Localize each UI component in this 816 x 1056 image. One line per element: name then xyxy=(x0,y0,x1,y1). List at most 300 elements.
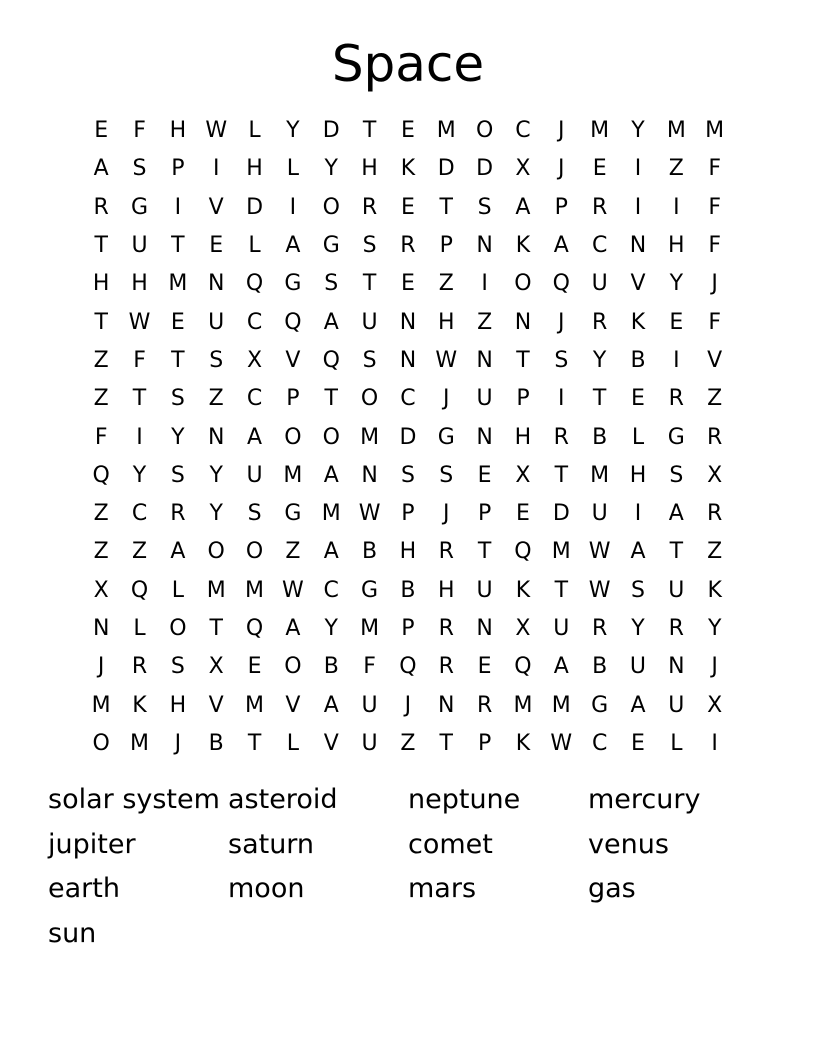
word-list-item: neptune xyxy=(408,784,521,815)
grid-letter: L xyxy=(670,730,683,756)
grid-letter: Z xyxy=(93,347,109,373)
grid-letter: Q xyxy=(552,271,570,297)
grid-letter: A xyxy=(323,539,339,565)
grid-letter: E xyxy=(94,118,109,144)
grid-letter: W xyxy=(282,577,304,603)
grid-letter: J xyxy=(174,730,182,756)
grid-letter: G xyxy=(284,271,302,297)
grid-letter: M xyxy=(590,462,610,488)
grid-letter: A xyxy=(323,462,339,488)
grid-letter: Z xyxy=(707,386,723,412)
grid-letter: J xyxy=(558,309,565,335)
grid-letter: R xyxy=(170,501,186,527)
grid-letter: F xyxy=(708,233,721,259)
grid-letter: U xyxy=(668,577,685,603)
grid-letter: K xyxy=(132,692,147,718)
grid-letter: N xyxy=(476,616,493,641)
grid-letter: M xyxy=(168,271,188,297)
grid-letter: B xyxy=(400,577,416,603)
grid-row xyxy=(82,725,734,763)
grid-letter: A xyxy=(553,654,569,680)
grid-letter: T xyxy=(362,118,377,144)
word-list-item: sun xyxy=(48,918,97,950)
grid-row xyxy=(82,418,734,456)
grid-letter: U xyxy=(476,386,493,412)
grid-letter: Y xyxy=(209,501,223,527)
grid-letter: P xyxy=(477,730,492,756)
grid-letter: I xyxy=(673,194,680,220)
grid-letter: V xyxy=(285,347,301,373)
word-list xyxy=(48,778,768,957)
grid-letter: E xyxy=(400,118,415,144)
letter-grid xyxy=(82,112,734,763)
grid-letter: X xyxy=(707,692,723,718)
grid-letter: Z xyxy=(285,539,301,565)
word-list-item: jupiter xyxy=(48,828,136,860)
grid-letter: T xyxy=(94,309,108,335)
grid-letter: Q xyxy=(245,616,264,641)
grid-letter: O xyxy=(169,616,187,641)
grid-letter: V xyxy=(707,347,723,373)
grid-letter: W xyxy=(358,501,381,527)
grid-letter: L xyxy=(631,424,645,450)
grid-letter: L xyxy=(133,616,146,641)
grid-letter: X xyxy=(515,616,531,641)
grid-letter: W xyxy=(435,347,458,373)
grid-row xyxy=(82,648,734,686)
grid-letter: N xyxy=(399,309,417,335)
grid-letter: A xyxy=(247,424,263,450)
grid-letter: T xyxy=(132,386,147,412)
grid-letter: Y xyxy=(324,616,338,641)
grid-letter: Q xyxy=(284,309,302,335)
grid-letter: S xyxy=(170,654,185,680)
grid-letter: S xyxy=(209,347,224,373)
grid-letter: M xyxy=(130,730,149,756)
grid-letter: B xyxy=(630,347,646,373)
grid-letter: T xyxy=(592,386,607,412)
word-list-item: saturn xyxy=(228,828,315,860)
grid-letter: U xyxy=(591,271,608,297)
grid-letter: R xyxy=(361,194,378,220)
grid-letter: Y xyxy=(669,271,684,297)
grid-letter: H xyxy=(169,118,187,144)
grid-letter: M xyxy=(436,118,456,144)
grid-letter: Z xyxy=(93,539,109,565)
grid-letter: U xyxy=(361,692,378,718)
grid-letter: I xyxy=(136,424,143,450)
grid-row xyxy=(82,380,734,418)
grid-letter: O xyxy=(322,194,340,220)
grid-letter: F xyxy=(708,194,721,220)
grid-letter: D xyxy=(476,156,494,182)
grid-row xyxy=(82,495,734,533)
grid-letter: I xyxy=(634,194,642,220)
grid-letter: E xyxy=(400,271,415,297)
grid-letter: I xyxy=(212,156,220,182)
grid-letter: R xyxy=(438,654,454,680)
grid-letter: W xyxy=(205,118,228,144)
grid-letter: S xyxy=(400,462,415,488)
grid-letter: R xyxy=(553,424,569,450)
word-list-item: moon xyxy=(228,873,305,905)
grid-letter: S xyxy=(362,347,377,373)
grid-letter: R xyxy=(668,386,684,412)
grid-letter: M xyxy=(360,616,380,641)
grid-row xyxy=(82,112,734,150)
grid-letter: D xyxy=(399,424,417,450)
word-list-item: gas xyxy=(588,873,636,905)
grid-row xyxy=(82,150,734,188)
grid-letter: H xyxy=(514,424,532,450)
grid-letter: S xyxy=(362,233,377,259)
grid-letter: S xyxy=(170,462,185,488)
grid-letter: J xyxy=(443,501,450,527)
grid-letter: N xyxy=(668,654,685,680)
grid-letter: M xyxy=(705,118,725,144)
grid-letter: M xyxy=(551,539,571,565)
grid-row xyxy=(82,457,734,495)
grid-letter: E xyxy=(477,462,492,488)
grid-letter: L xyxy=(248,233,261,259)
grid-letter: E xyxy=(631,386,645,412)
grid-letter: E xyxy=(477,654,492,680)
grid-letter: K xyxy=(630,309,646,335)
grid-letter: E xyxy=(400,194,415,220)
grid-letter: C xyxy=(246,309,263,335)
grid-letter: A xyxy=(630,692,646,718)
grid-row xyxy=(82,303,734,341)
grid-letter: S xyxy=(477,194,492,220)
grid-letter: Z xyxy=(477,309,493,335)
grid-letter: Q xyxy=(245,271,264,297)
grid-letter: L xyxy=(286,156,300,182)
grid-letter: V xyxy=(208,692,224,718)
grid-letter: P xyxy=(286,386,300,412)
grid-letter: X xyxy=(707,462,723,488)
grid-letter: I xyxy=(289,194,297,220)
grid-letter: B xyxy=(362,539,378,565)
grid-letter: N xyxy=(438,692,455,718)
grid-letter: R xyxy=(131,654,148,680)
grid-letter: B xyxy=(208,730,224,756)
grid-letter: U xyxy=(361,730,378,756)
grid-letter: I xyxy=(481,271,488,297)
grid-letter: X xyxy=(515,156,531,182)
grid-letter: I xyxy=(174,194,182,220)
grid-letter: X xyxy=(247,347,263,373)
grid-letter: O xyxy=(514,271,532,297)
grid-letter: R xyxy=(438,539,454,565)
grid-row xyxy=(82,189,734,227)
grid-row xyxy=(82,265,734,303)
grid-letter: O xyxy=(322,424,340,450)
grid-letter: F xyxy=(94,424,108,450)
grid-letter: E xyxy=(247,654,262,680)
grid-letter: H xyxy=(246,156,263,182)
word-list-item: solar system xyxy=(48,784,220,815)
grid-letter: U xyxy=(361,309,378,335)
grid-letter: E xyxy=(209,233,224,259)
grid-letter: W xyxy=(588,539,611,565)
grid-letter: N xyxy=(476,424,493,450)
grid-letter: T xyxy=(439,194,453,220)
grid-letter: Y xyxy=(324,156,338,182)
grid-letter: B xyxy=(592,654,608,680)
grid-letter: Z xyxy=(93,386,109,412)
grid-letter: C xyxy=(131,501,148,527)
word-list-item: earth xyxy=(48,873,120,905)
grid-letter: V xyxy=(323,730,339,756)
grid-letter: Y xyxy=(286,118,300,144)
grid-letter: F xyxy=(708,156,721,182)
grid-letter: T xyxy=(171,347,185,373)
grid-letter: L xyxy=(171,577,184,603)
grid-letter: V xyxy=(208,194,224,220)
word-list-item: comet xyxy=(408,828,493,860)
grid-letter: N xyxy=(514,309,532,335)
grid-letter: Z xyxy=(208,386,224,412)
grid-letter: Y xyxy=(592,347,607,373)
grid-letter: E xyxy=(631,730,645,756)
grid-letter: T xyxy=(554,577,569,603)
grid-letter: E xyxy=(170,309,185,335)
grid-letter: M xyxy=(513,692,533,718)
grid-letter: A xyxy=(93,156,109,182)
grid-letter: P xyxy=(401,616,415,641)
grid-letter: Y xyxy=(171,424,185,450)
grid-letter: M xyxy=(360,424,380,450)
grid-letter: H xyxy=(629,462,647,488)
grid-letter: G xyxy=(130,194,149,220)
grid-row xyxy=(82,610,734,648)
grid-letter: R xyxy=(400,233,416,259)
grid-letter: Y xyxy=(631,616,645,641)
grid-letter: Q xyxy=(514,539,532,565)
grid-letter: A xyxy=(285,616,301,641)
grid-letter: B xyxy=(323,654,339,680)
grid-letter: Z xyxy=(131,539,148,565)
grid-letter: B xyxy=(592,424,608,450)
grid-row xyxy=(82,572,734,610)
grid-letter: Q xyxy=(130,577,149,603)
grid-letter: H xyxy=(437,577,455,603)
grid-letter: N xyxy=(207,424,225,450)
grid-letter: H xyxy=(668,233,685,259)
grid-letter: E xyxy=(592,156,607,182)
grid-row xyxy=(82,342,734,380)
grid-letter: S xyxy=(170,386,185,412)
grid-letter: T xyxy=(171,233,185,259)
grid-letter: H xyxy=(399,539,417,565)
grid-letter: J xyxy=(711,654,718,680)
grid-letter: U xyxy=(668,692,685,718)
grid-letter: M xyxy=(283,462,303,488)
grid-letter: U xyxy=(476,577,493,603)
grid-letter: T xyxy=(477,539,492,565)
grid-letter: S xyxy=(324,271,339,297)
grid-letter: Z xyxy=(400,730,416,756)
grid-letter: Z xyxy=(438,271,454,297)
grid-letter: Q xyxy=(399,654,417,680)
grid-letter: Y xyxy=(132,462,147,488)
grid-letter: T xyxy=(209,616,223,641)
grid-letter: U xyxy=(553,616,570,641)
grid-letter: R xyxy=(591,616,608,641)
grid-letter: T xyxy=(247,730,262,756)
grid-letter: R xyxy=(591,309,608,335)
grid-letter: P xyxy=(477,501,492,527)
grid-letter: O xyxy=(245,539,264,565)
grid-letter: O xyxy=(284,424,302,450)
grid-letter: R xyxy=(476,692,493,718)
grid-letter: A xyxy=(668,501,684,527)
grid-letter: T xyxy=(362,271,377,297)
grid-letter: D xyxy=(246,194,264,220)
grid-letter: J xyxy=(711,271,718,297)
grid-letter: U xyxy=(208,309,225,335)
grid-letter: T xyxy=(669,539,684,565)
grid-letter: S xyxy=(439,462,454,488)
grid-letter: V xyxy=(630,271,646,297)
grid-letter: O xyxy=(207,539,225,565)
grid-letter: K xyxy=(707,577,722,603)
grid-letter: S xyxy=(132,156,147,182)
grid-letter: N xyxy=(476,347,493,373)
grid-letter: W xyxy=(550,730,573,756)
grid-letter: R xyxy=(591,194,608,220)
grid-letter: G xyxy=(284,501,302,527)
grid-letter: K xyxy=(400,156,416,182)
grid-letter: Z xyxy=(93,501,109,527)
grid-letter: P xyxy=(401,501,415,527)
grid-letter: F xyxy=(133,118,146,144)
grid-letter: O xyxy=(360,386,379,412)
grid-letter: U xyxy=(246,462,263,488)
grid-letter: M xyxy=(206,577,226,603)
grid-letter: A xyxy=(323,309,339,335)
grid-letter: I xyxy=(673,347,680,373)
grid-letter: A xyxy=(515,194,531,220)
grid-letter: P xyxy=(439,233,453,259)
grid-letter: J xyxy=(97,654,105,680)
grid-letter: T xyxy=(94,233,108,259)
grid-letter: I xyxy=(634,156,642,182)
grid-letter: K xyxy=(515,730,531,756)
grid-letter: O xyxy=(92,730,110,756)
grid-letter: X xyxy=(93,577,109,603)
grid-letter: M xyxy=(91,692,111,718)
grid-letter: D xyxy=(437,156,455,182)
grid-letter: R xyxy=(707,501,723,527)
grid-letter: C xyxy=(246,386,263,412)
grid-letter: W xyxy=(588,577,611,603)
grid-letter: H xyxy=(131,271,148,297)
grid-letter: N xyxy=(476,233,493,259)
grid-letter: I xyxy=(558,386,565,412)
grid-letter: A xyxy=(170,539,186,565)
grid-letter: F xyxy=(708,309,721,335)
grid-letter: R xyxy=(438,616,454,641)
grid-letter: S xyxy=(669,462,684,488)
grid-letter: A xyxy=(630,539,646,565)
grid-letter: P xyxy=(554,194,568,220)
grid-letter: H xyxy=(361,156,378,182)
grid-letter: O xyxy=(284,654,302,680)
grid-letter: D xyxy=(322,118,340,144)
grid-letter: M xyxy=(245,692,265,718)
grid-letter: I xyxy=(711,730,718,756)
grid-letter: D xyxy=(552,501,570,527)
grid-letter: V xyxy=(285,692,301,718)
grid-letter: Y xyxy=(631,118,645,144)
grid-letter: C xyxy=(515,118,531,144)
grid-letter: T xyxy=(516,347,530,373)
grid-letter: X xyxy=(208,654,224,680)
grid-letter: S xyxy=(554,347,569,373)
grid-letter: L xyxy=(286,730,300,756)
grid-letter: N xyxy=(361,462,378,488)
grid-letter: A xyxy=(323,692,339,718)
grid-row xyxy=(82,533,734,571)
grid-letter: R xyxy=(707,424,723,450)
grid-row xyxy=(82,686,734,724)
grid-letter: Q xyxy=(322,347,340,373)
grid-letter: P xyxy=(516,386,530,412)
grid-letter: O xyxy=(475,118,494,144)
word-list-item: mercury xyxy=(588,784,701,815)
grid-letter: C xyxy=(591,730,608,756)
grid-letter: M xyxy=(666,118,686,144)
grid-letter: R xyxy=(668,616,684,641)
grid-letter: T xyxy=(554,462,569,488)
grid-letter: N xyxy=(629,233,647,259)
grid-letter: K xyxy=(515,577,531,603)
grid-letter: R xyxy=(93,194,109,220)
grid-letter: X xyxy=(515,462,531,488)
grid-letter: U xyxy=(131,233,148,259)
grid-letter: Z xyxy=(668,156,684,182)
grid-letter: Z xyxy=(707,539,723,565)
grid-letter: Y xyxy=(209,462,223,488)
grid-letter: G xyxy=(437,424,455,450)
grid-letter: N xyxy=(92,616,110,641)
grid-letter: Q xyxy=(514,654,532,680)
grid-letter: G xyxy=(361,577,379,603)
grid-letter: J xyxy=(443,386,450,412)
grid-letter: C xyxy=(323,577,339,603)
grid-letter: G xyxy=(591,692,609,718)
grid-letter: M xyxy=(245,577,265,603)
grid-letter: S xyxy=(631,577,645,603)
grid-letter: F xyxy=(133,347,146,373)
word-list-item: mars xyxy=(408,873,477,905)
grid-letter: J xyxy=(404,692,412,718)
grid-letter: J xyxy=(558,118,565,144)
grid-letter: M xyxy=(590,118,610,144)
grid-letter: K xyxy=(515,233,531,259)
grid-letter: W xyxy=(128,309,151,335)
grid-letter: H xyxy=(169,692,187,718)
grid-letter: M xyxy=(321,501,341,527)
grid-letter: F xyxy=(363,654,376,680)
grid-letter: G xyxy=(322,233,340,259)
grid-letter: U xyxy=(591,501,608,527)
grid-letter: N xyxy=(207,271,225,297)
grid-letter: E xyxy=(516,501,530,527)
grid-letter: J xyxy=(558,156,565,182)
word-list-item: asteroid xyxy=(228,784,338,815)
